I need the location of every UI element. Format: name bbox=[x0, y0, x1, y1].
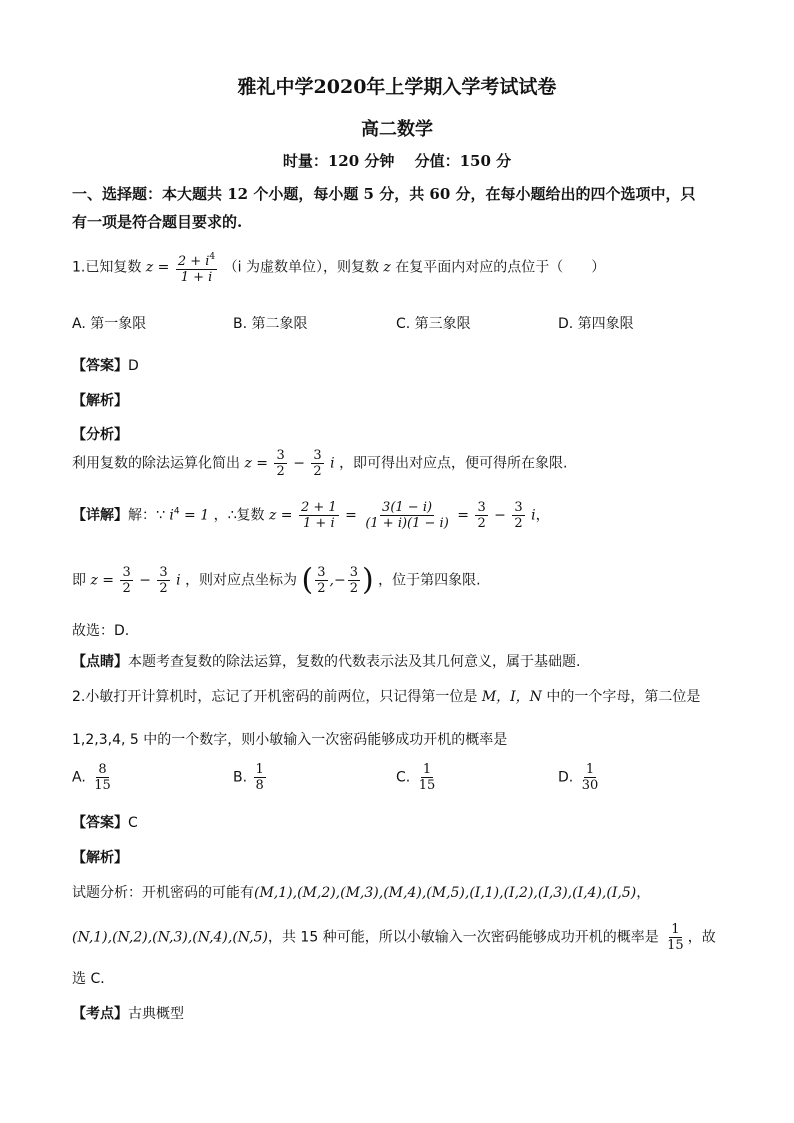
q2-answer bbox=[72, 812, 138, 832]
frac-num: 8 bbox=[98, 762, 107, 777]
exam-meta: 时量：120 分钟 分值：150 分 bbox=[282, 152, 512, 170]
frac-den: 1 + i bbox=[303, 516, 335, 531]
frac-num: 2 + 1 bbox=[300, 500, 337, 515]
left-paren: ( bbox=[301, 562, 314, 598]
q2-outcomes-2: (N,1),(N,2),(N,3),(N,4),(N,5) bbox=[72, 929, 268, 946]
detail-frac-4 bbox=[512, 500, 524, 531]
frac-den: 2 bbox=[514, 516, 523, 531]
q2-analysis-line3: 选 C． bbox=[72, 971, 115, 987]
q2-analysis-text-c: ，故 bbox=[687, 929, 716, 946]
option-letter: C. bbox=[396, 769, 411, 786]
frac-num: 3 bbox=[477, 500, 486, 515]
q2-stem-line1 bbox=[72, 686, 700, 706]
q2-option-b bbox=[233, 762, 268, 793]
q2-text-b: 中的一个字母，第二位是 bbox=[546, 689, 701, 705]
q1-option-b: B. 第二象限 bbox=[233, 316, 308, 332]
option-frac bbox=[417, 762, 438, 793]
frac-den: 2 bbox=[349, 581, 358, 596]
frac-den: 15 bbox=[94, 778, 111, 793]
q2-analysis-line2 bbox=[72, 922, 716, 953]
option-letter: D. bbox=[558, 769, 574, 786]
q1-num-exp: 4 bbox=[209, 252, 216, 262]
frac-num: 3 bbox=[276, 448, 285, 463]
q2-text-a: 2.小敏打开计算机时，忘记了开机密码的前两位，只记得第一位是 bbox=[72, 689, 478, 705]
page-title: 雅礼中学2020年上学期入学考试试卷 bbox=[237, 76, 557, 98]
frac-num: 3 bbox=[514, 500, 523, 515]
answer-tag: 【答案】 bbox=[72, 815, 128, 831]
q1-stem-suffix-b: 在复平面内对应的点位于（ ） bbox=[395, 259, 606, 276]
q2-option-a bbox=[72, 762, 115, 793]
ji-frac-4 bbox=[348, 565, 360, 596]
q2-analysis-text-b: ，共 15 种可能，所以小敏输入一次密码能够成功开机的概率是 bbox=[267, 929, 659, 946]
frac-num: 1 bbox=[422, 762, 432, 777]
q1-num-text: 2 + i bbox=[177, 254, 210, 269]
frac-num: 3 bbox=[122, 565, 131, 580]
frac-num: 3 bbox=[317, 565, 326, 580]
right-paren: ) bbox=[361, 562, 374, 598]
section-heading-line2: 有一项是符合题目要求的. bbox=[72, 213, 243, 231]
q1-option-d: D. 第四象限 bbox=[558, 316, 634, 332]
frac-den: 2 bbox=[122, 581, 131, 596]
frac-den: 30 bbox=[581, 778, 599, 793]
ji-text-b: ，则对应点坐标为 bbox=[185, 572, 298, 589]
fenxi-z-eq: z = bbox=[244, 455, 269, 472]
ji-frac-1 bbox=[120, 565, 132, 596]
detail-text-b: ，∴复数 bbox=[213, 507, 265, 524]
q1-answer bbox=[72, 355, 139, 375]
frac-num: 3 bbox=[159, 565, 168, 580]
minus-sign: − bbox=[139, 572, 151, 589]
q1-fraction-den: 1 + i bbox=[180, 270, 213, 285]
fenxi-frac-1 bbox=[274, 448, 286, 479]
option-frac bbox=[92, 762, 113, 793]
frac-den: 15 bbox=[418, 778, 436, 793]
frac-den: 2 bbox=[317, 581, 326, 596]
q1-detail bbox=[72, 500, 550, 531]
section-heading-line1: 一、选择题：本大题共 12 个小题，每小题 5 分，共 60 分，在每小题给出的四个选项中，只 bbox=[72, 185, 696, 203]
q2-outcomes-1: (M,1),(M,2),(M,3),(M,4),(M,5),(I,1),(I,2),(I,3),(I,4),(I,5) bbox=[254, 885, 637, 901]
q1-z-eq: z = bbox=[145, 259, 170, 276]
fenxi-frac-2 bbox=[311, 448, 323, 479]
q1-fraction bbox=[176, 250, 217, 285]
point-separator: ,− bbox=[329, 572, 346, 589]
q1-result bbox=[72, 562, 481, 598]
ji-frac-2 bbox=[157, 565, 169, 596]
q2-kaodian bbox=[72, 1003, 184, 1023]
q1-stem-suffix-a: （i 为虚数单位），则复数 bbox=[223, 259, 379, 276]
equals-sign: = bbox=[457, 507, 469, 524]
q2-analysis-line1 bbox=[72, 882, 650, 902]
q2-analysis-text-a: 试题分析：开机密码的可能有 bbox=[72, 885, 254, 901]
q1-option-c: C. 第三象限 bbox=[396, 316, 471, 332]
fenxi-text-a: 利用复数的除法运算化简出 bbox=[72, 455, 240, 472]
q2-option-d bbox=[558, 762, 602, 793]
frac-den: (1 + i)(1 − i) bbox=[365, 516, 449, 531]
comma: ， bbox=[636, 885, 651, 901]
q2-letters: M，I，N bbox=[481, 689, 542, 705]
dianjing-tag: 【点睛】 bbox=[72, 654, 128, 670]
q1-analysis-tag: 【解析】 bbox=[72, 393, 128, 409]
frac-num: 1 bbox=[585, 762, 595, 777]
q1-fenxi bbox=[72, 448, 568, 479]
answer-tag: 【答案】 bbox=[72, 358, 128, 374]
q1-stem bbox=[72, 250, 605, 285]
detail-tag: 【详解】 bbox=[72, 507, 128, 524]
option-frac bbox=[580, 762, 601, 793]
fenxi-text-b: ，即可得出对应点，便可得所在象限. bbox=[339, 455, 568, 472]
minus-sign: − bbox=[293, 455, 305, 472]
detail-i-exp: 4 bbox=[173, 506, 180, 517]
frac-den: 2 bbox=[313, 464, 322, 479]
option-letter: A. bbox=[72, 769, 86, 786]
frac-num: 1 bbox=[255, 762, 264, 777]
ji-text-c: ，位于第四象限. bbox=[378, 572, 481, 589]
imaginary-i: i bbox=[330, 455, 335, 472]
comma: ， bbox=[535, 507, 550, 524]
frac-den: 2 bbox=[159, 581, 168, 596]
q2-prob-frac bbox=[665, 922, 686, 953]
q2-option-c bbox=[396, 762, 439, 793]
equals-sign: = bbox=[345, 507, 357, 524]
frac-den: 8 bbox=[255, 778, 264, 793]
q1-dianjing bbox=[72, 651, 580, 671]
q2-analysis-tag: 【解析】 bbox=[72, 850, 128, 866]
q1-fenxi-tag: 【分析】 bbox=[72, 427, 128, 443]
frac-num: 1 bbox=[671, 922, 680, 937]
q1-fraction-num bbox=[176, 250, 217, 270]
detail-frac-3 bbox=[475, 500, 487, 531]
detail-frac-2 bbox=[363, 500, 450, 531]
subject-title: 高二数学 bbox=[361, 119, 433, 140]
q1-z: z bbox=[383, 259, 391, 276]
frac-den: 2 bbox=[276, 464, 285, 479]
dianjing-text: 本题考查复数的除法运算，复数的代数表示法及其几何意义，属于基础题. bbox=[128, 654, 581, 670]
frac-den: 15 bbox=[667, 938, 684, 953]
detail-text-a: 解：∵ bbox=[128, 507, 165, 524]
detail-i: i bbox=[169, 507, 174, 524]
frac-den: 2 bbox=[477, 516, 486, 531]
detail-eq-one: = 1 bbox=[184, 507, 210, 524]
q1-option-a: A. 第一象限 bbox=[72, 316, 147, 332]
imaginary-i: i bbox=[176, 572, 181, 589]
imaginary-i: i bbox=[531, 507, 536, 524]
q2-stem-line2: 1,2,3,4, 5 中的一个数字，则小敏输入一次密码能够成功开机的概率是 bbox=[72, 732, 508, 748]
minus-sign: − bbox=[494, 507, 506, 524]
q1-stem-prefix: 1.已知复数 bbox=[72, 259, 142, 276]
ji-text-a: 即 bbox=[72, 572, 86, 589]
ji-frac-3 bbox=[315, 565, 327, 596]
ji-z-eq: z = bbox=[90, 572, 115, 589]
detail-frac-1 bbox=[299, 500, 339, 531]
answer-value: C bbox=[128, 815, 138, 831]
kaodian-tag: 【考点】 bbox=[72, 1006, 128, 1022]
detail-z-eq: z = bbox=[268, 507, 293, 524]
frac-num: 3 bbox=[349, 565, 358, 580]
frac-num: 3(1 − i) bbox=[382, 500, 433, 515]
option-frac bbox=[254, 762, 266, 793]
answer-value: D bbox=[128, 358, 139, 374]
frac-num: 3 bbox=[313, 448, 322, 463]
option-letter: B. bbox=[233, 769, 248, 786]
kaodian-text: 古典概型 bbox=[128, 1006, 184, 1022]
q1-choose: 故选：D. bbox=[72, 623, 130, 639]
